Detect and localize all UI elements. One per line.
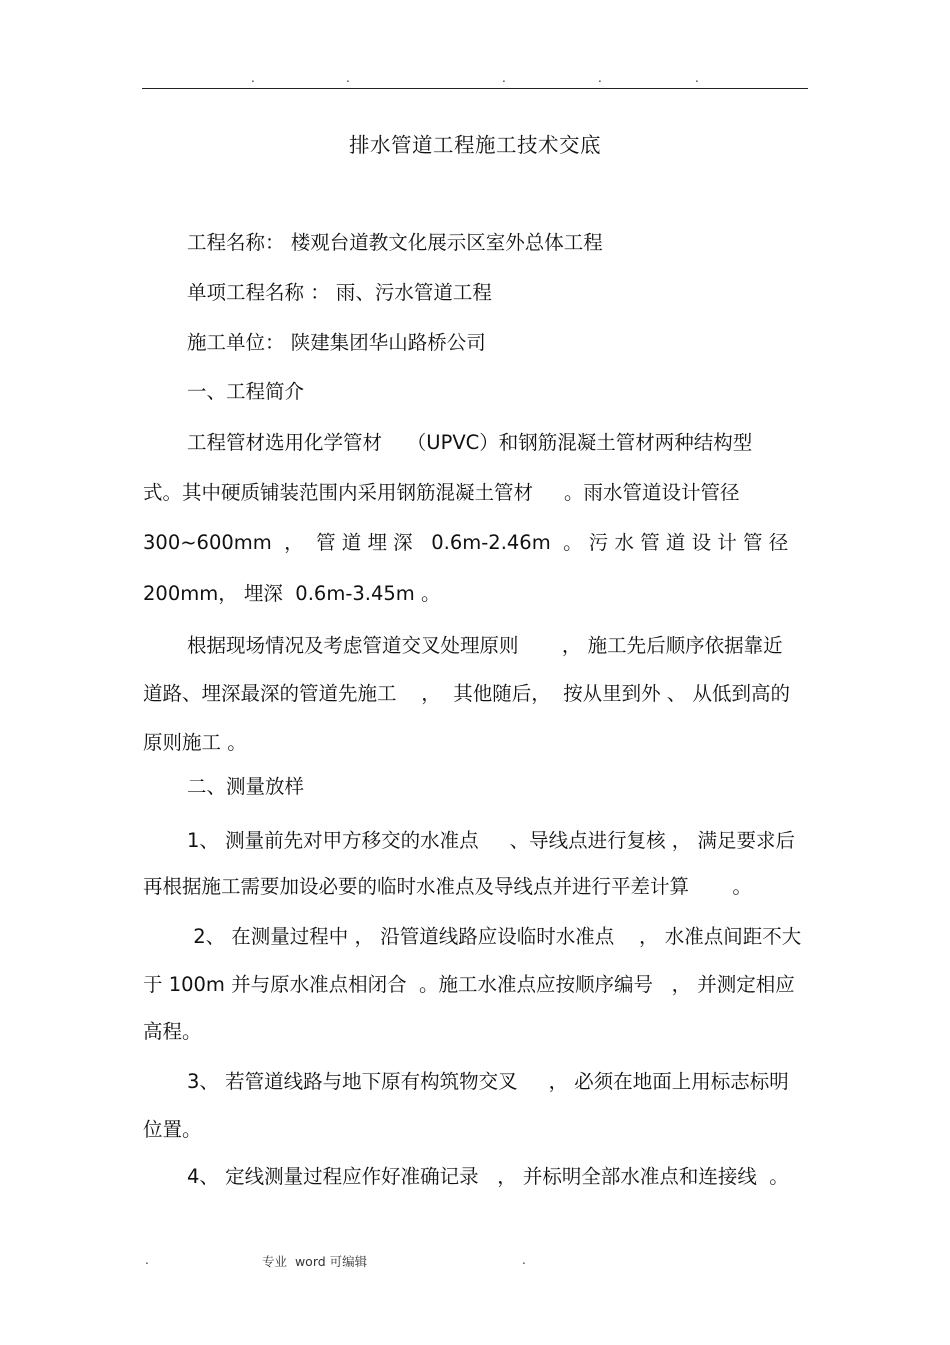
paragraph-line: 2、 在测量过程中 ， 沿管道线路应设临时水准点 ， 水准点间距不大: [187, 925, 802, 948]
header-dot: .: [695, 71, 699, 85]
header-dot: .: [346, 71, 350, 85]
sub-project-name: 单项工程名称 ： 雨、污水管道工程: [187, 281, 492, 304]
document-title: 排水管道工程施工技术交底: [349, 133, 601, 157]
header-dots: [0, 72, 950, 86]
paragraph-line: 300~600mm ， 管 道 埋 深 0.6m-2.46m 。 污 水 管 道 设 计 管 径: [143, 531, 789, 554]
header-rule: [142, 88, 808, 89]
paragraph-line: 工程管材选用化学管材 （UPVC）和钢筋混凝土管材两种结构型: [187, 431, 753, 454]
paragraph-line: 位置。: [143, 1118, 202, 1141]
footer-dot: .: [145, 1253, 149, 1267]
footer-dot: .: [522, 1253, 526, 1267]
section-heading: 一、工程简介: [187, 380, 305, 403]
paragraph-line: 根据现场情况及考虑管道交叉处理原则 ， 施工先后顺序依据靠近: [187, 634, 783, 657]
paragraph-line: 3、 若管道线路与地下原有构筑物交叉 ， 必须在地面上用标志标明: [187, 1070, 789, 1093]
contractor: 施工单位： 陕建集团华山路桥公司: [187, 331, 486, 354]
footer-text: 专业 word 可编辑: [262, 1254, 368, 1269]
header-dot: .: [502, 71, 506, 85]
project-name: 工程名称： 楼观台道教文化展示区室外总体工程: [187, 231, 603, 254]
paragraph-line: 高程。: [143, 1020, 202, 1043]
header-dot: .: [251, 71, 255, 85]
paragraph-line: 200mm， 埋深 0.6m-3.45m 。: [143, 582, 441, 605]
paragraph-line: 1、 测量前先对甲方移交的水准点 、导线点进行复核 ， 满足要求后: [187, 829, 795, 852]
paragraph-line: 4、 定线测量过程应作好准确记录 ， 并标明全部水准点和连接线 。: [187, 1165, 789, 1188]
paragraph-line: 原则施工 。: [143, 731, 247, 754]
header-dot: .: [598, 71, 602, 85]
paragraph-line: 式。其中硬质铺装范围内采用钢筋混凝土管材 。雨水管道设计管径: [143, 481, 740, 504]
paragraph-line: 道路、埋深最深的管道先施工 ， 其他随后， 按从里到外 、 从低到高的: [143, 682, 790, 705]
paragraph-line: 再根据施工需要加设必要的临时水准点及导线点并进行平差计算 。: [143, 875, 752, 898]
paragraph-line: 于 100m 并与原水准点相闭合 。施工水准点应按顺序编号 ， 并测定相应: [143, 973, 795, 996]
section-heading: 二、测量放样: [187, 775, 305, 798]
